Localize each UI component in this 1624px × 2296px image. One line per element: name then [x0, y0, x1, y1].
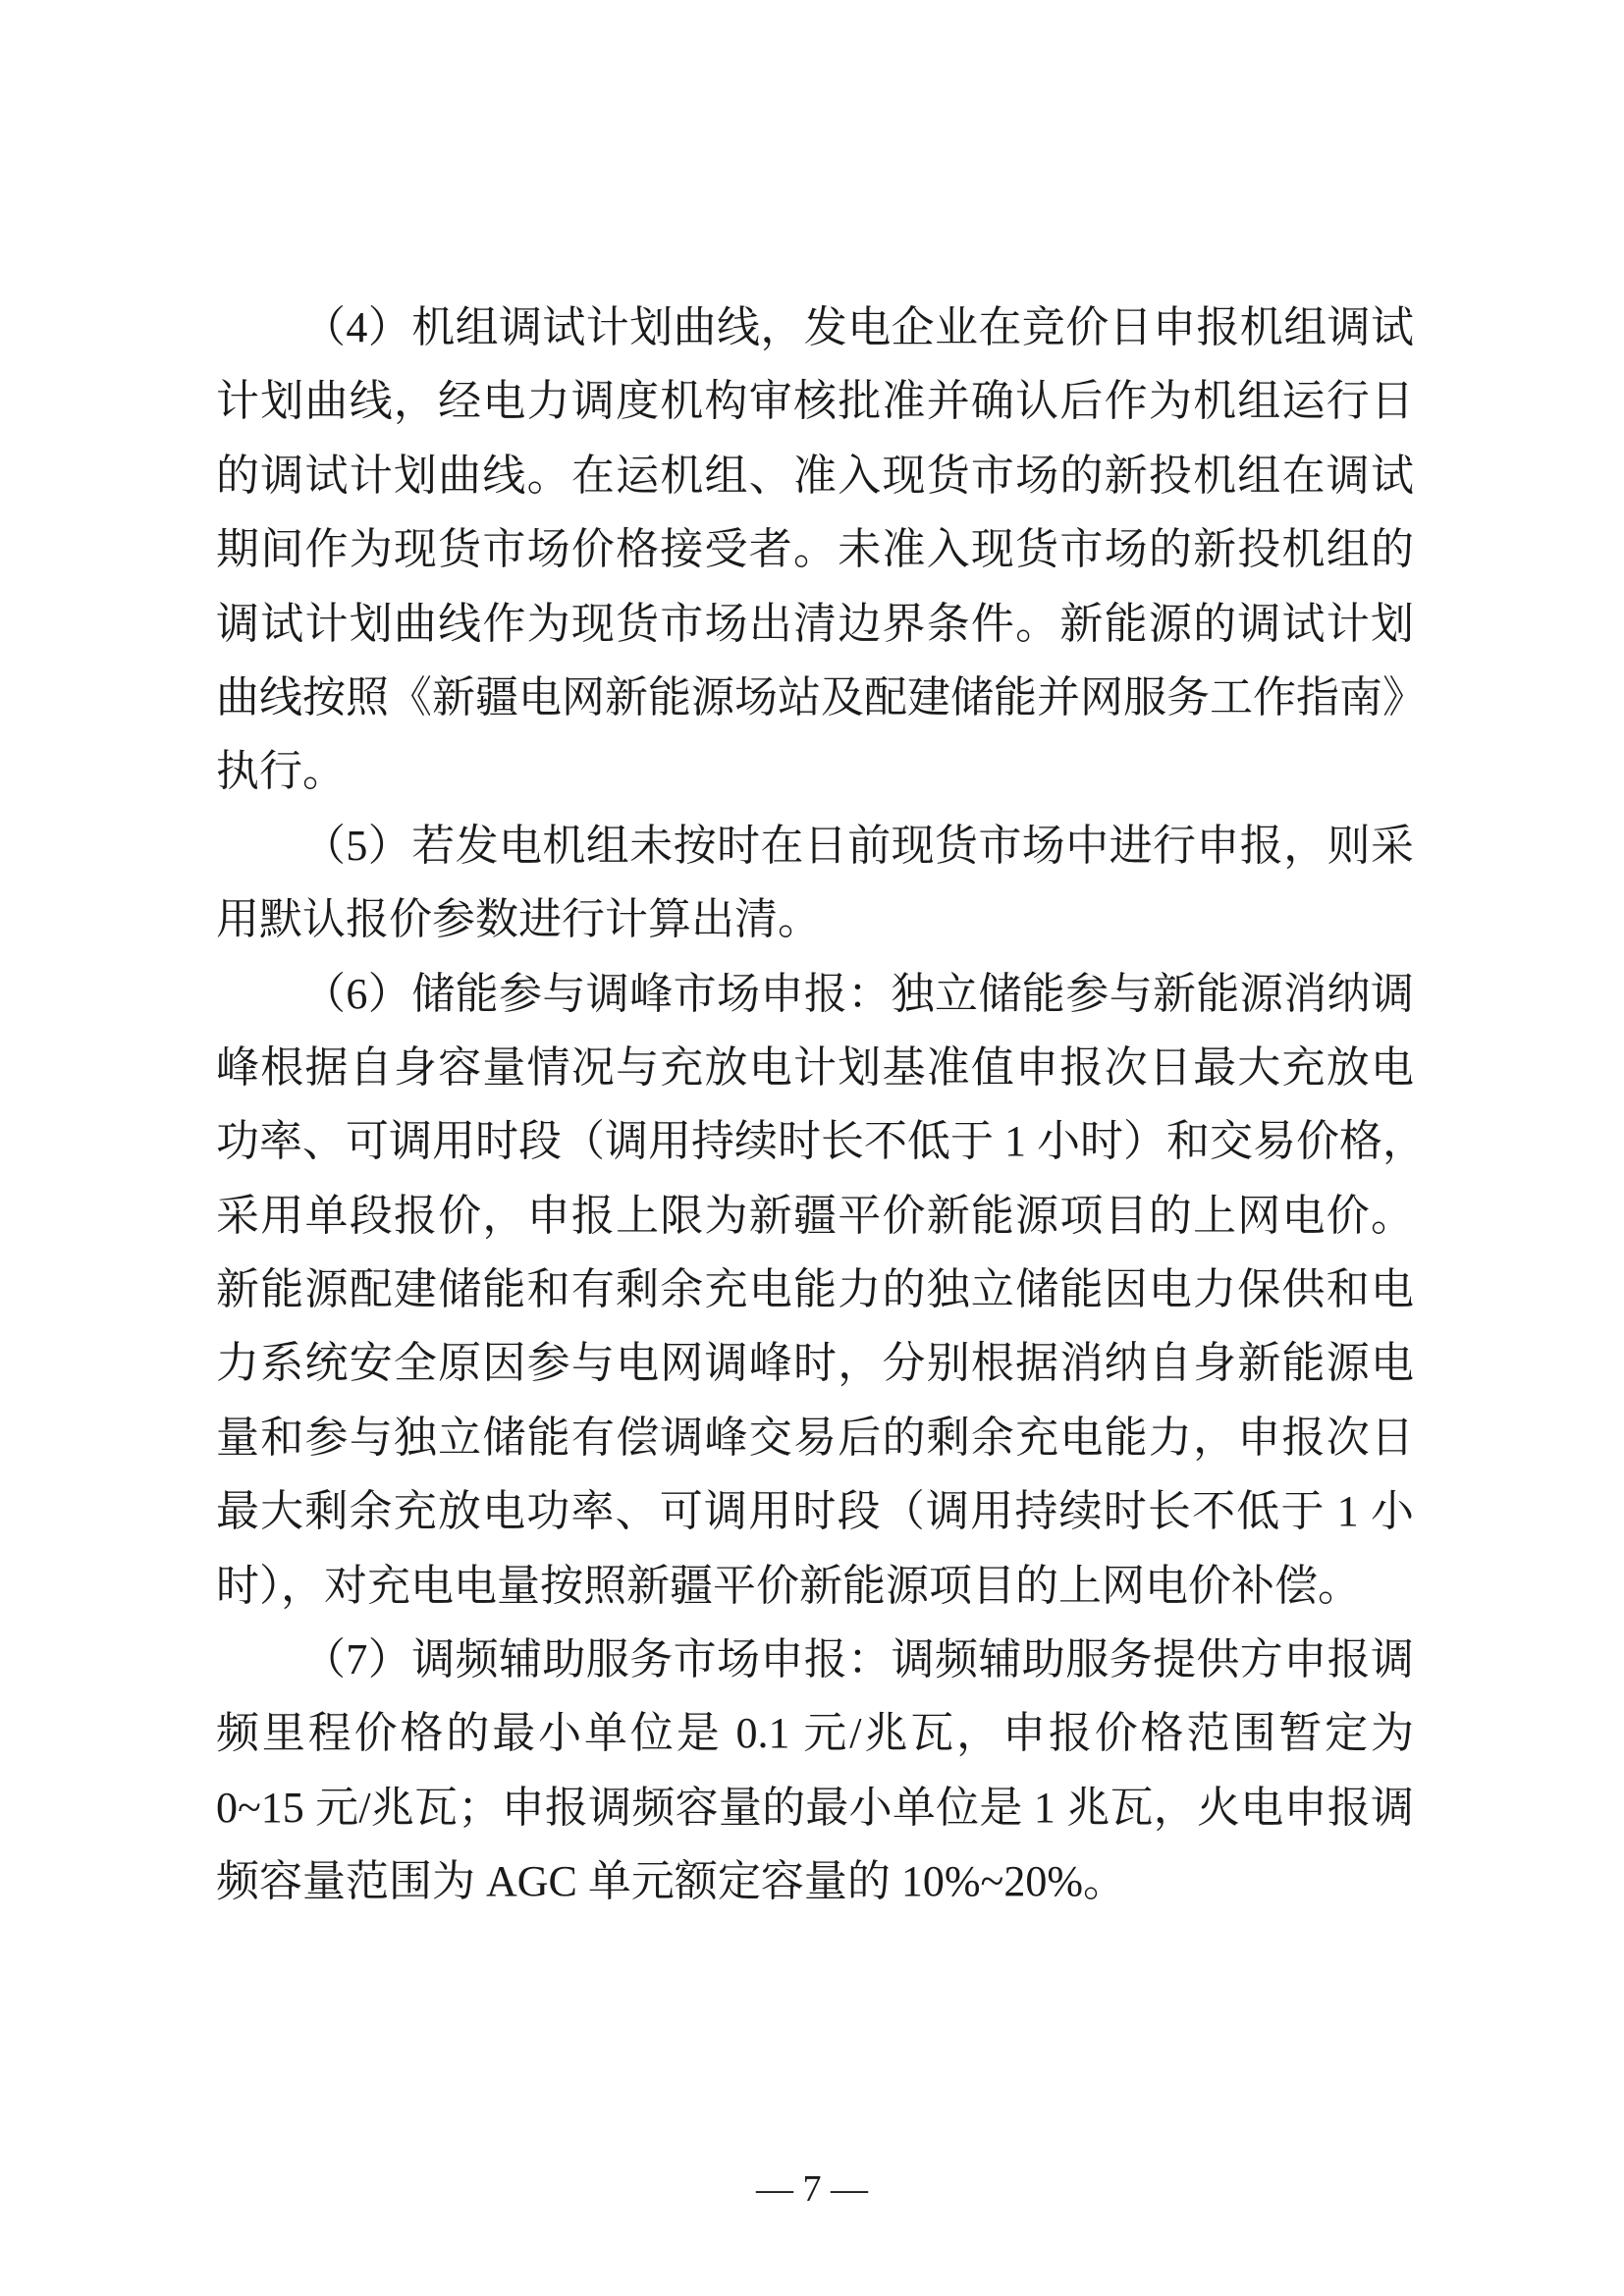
- text-line: 用默认报价参数进行计算出清。: [216, 895, 821, 944]
- text-line: 峰根据自身容量情况与充放电计划基准值申报次日最大充放电: [216, 1042, 1414, 1092]
- text-line: 调试计划曲线作为现货市场出清边界条件。新能源的调试计划: [216, 599, 1414, 648]
- text-line: 执行。: [216, 747, 346, 796]
- text-line: 最大剩余充放电功率、可调用时段（调用持续时长不低于 1 小: [216, 1487, 1414, 1536]
- body-text: [216, 291, 1426, 1919]
- text-line: 计划曲线，经电力调度机构审核批准并确认后作为机组运行日: [216, 377, 1414, 426]
- text-line: 功率、可调用时段（调用持续时长不低于 1 小时）和交易价格，: [216, 1117, 1426, 1166]
- text-line: 曲线按照《新疆电网新能源场站及配建储能并网服务工作指南》: [216, 672, 1426, 721]
- text-line: 的调试计划曲线。在运机组、准入现货市场的新投机组在调试: [216, 451, 1414, 500]
- text-line: 量和参与独立储能有偿调峰交易后的剩余充电能力，申报次日: [216, 1413, 1414, 1462]
- text-line: 采用单段报价，申报上限为新疆平价新能源项目的上网电价。: [216, 1191, 1414, 1240]
- text-line: 新能源配建储能和有剩余充电能力的独立储能因电力保供和电: [216, 1265, 1414, 1314]
- text-line: 频容量范围为 AGC 单元额定容量的 10%~20%。: [216, 1857, 1127, 1906]
- text-line: （4）机组调试计划曲线，发电企业在竞价日申报机组调试: [302, 303, 1414, 351]
- text-line: （6）储能参与调峰市场申报：独立储能参与新能源消纳调: [302, 969, 1414, 1018]
- text-line: 力系统安全原因参与电网调峰时，分别根据消纳自身新能源电: [216, 1339, 1414, 1388]
- text-line: 频里程价格的最小单位是 0.1 元/兆瓦，申报价格范围暂定为: [216, 1709, 1414, 1758]
- text-line: 时），对充电电量按照新疆平价新能源项目的上网电价补偿。: [216, 1561, 1361, 1610]
- text-line: 0~15 元/兆瓦；申报调频容量的最小单位是 1 兆瓦，火电申报调: [216, 1783, 1414, 1832]
- page-number: — 7 —: [756, 2168, 868, 2210]
- text-line: （7）调频辅助服务市场申报：调频辅助服务提供方申报调: [302, 1635, 1414, 1684]
- text-line: （5）若发电机组未按时在日前现货市场中进行申报，则采: [302, 821, 1414, 870]
- text-line: 期间作为现货市场价格接受者。未准入现货市场的新投机组的: [216, 525, 1414, 574]
